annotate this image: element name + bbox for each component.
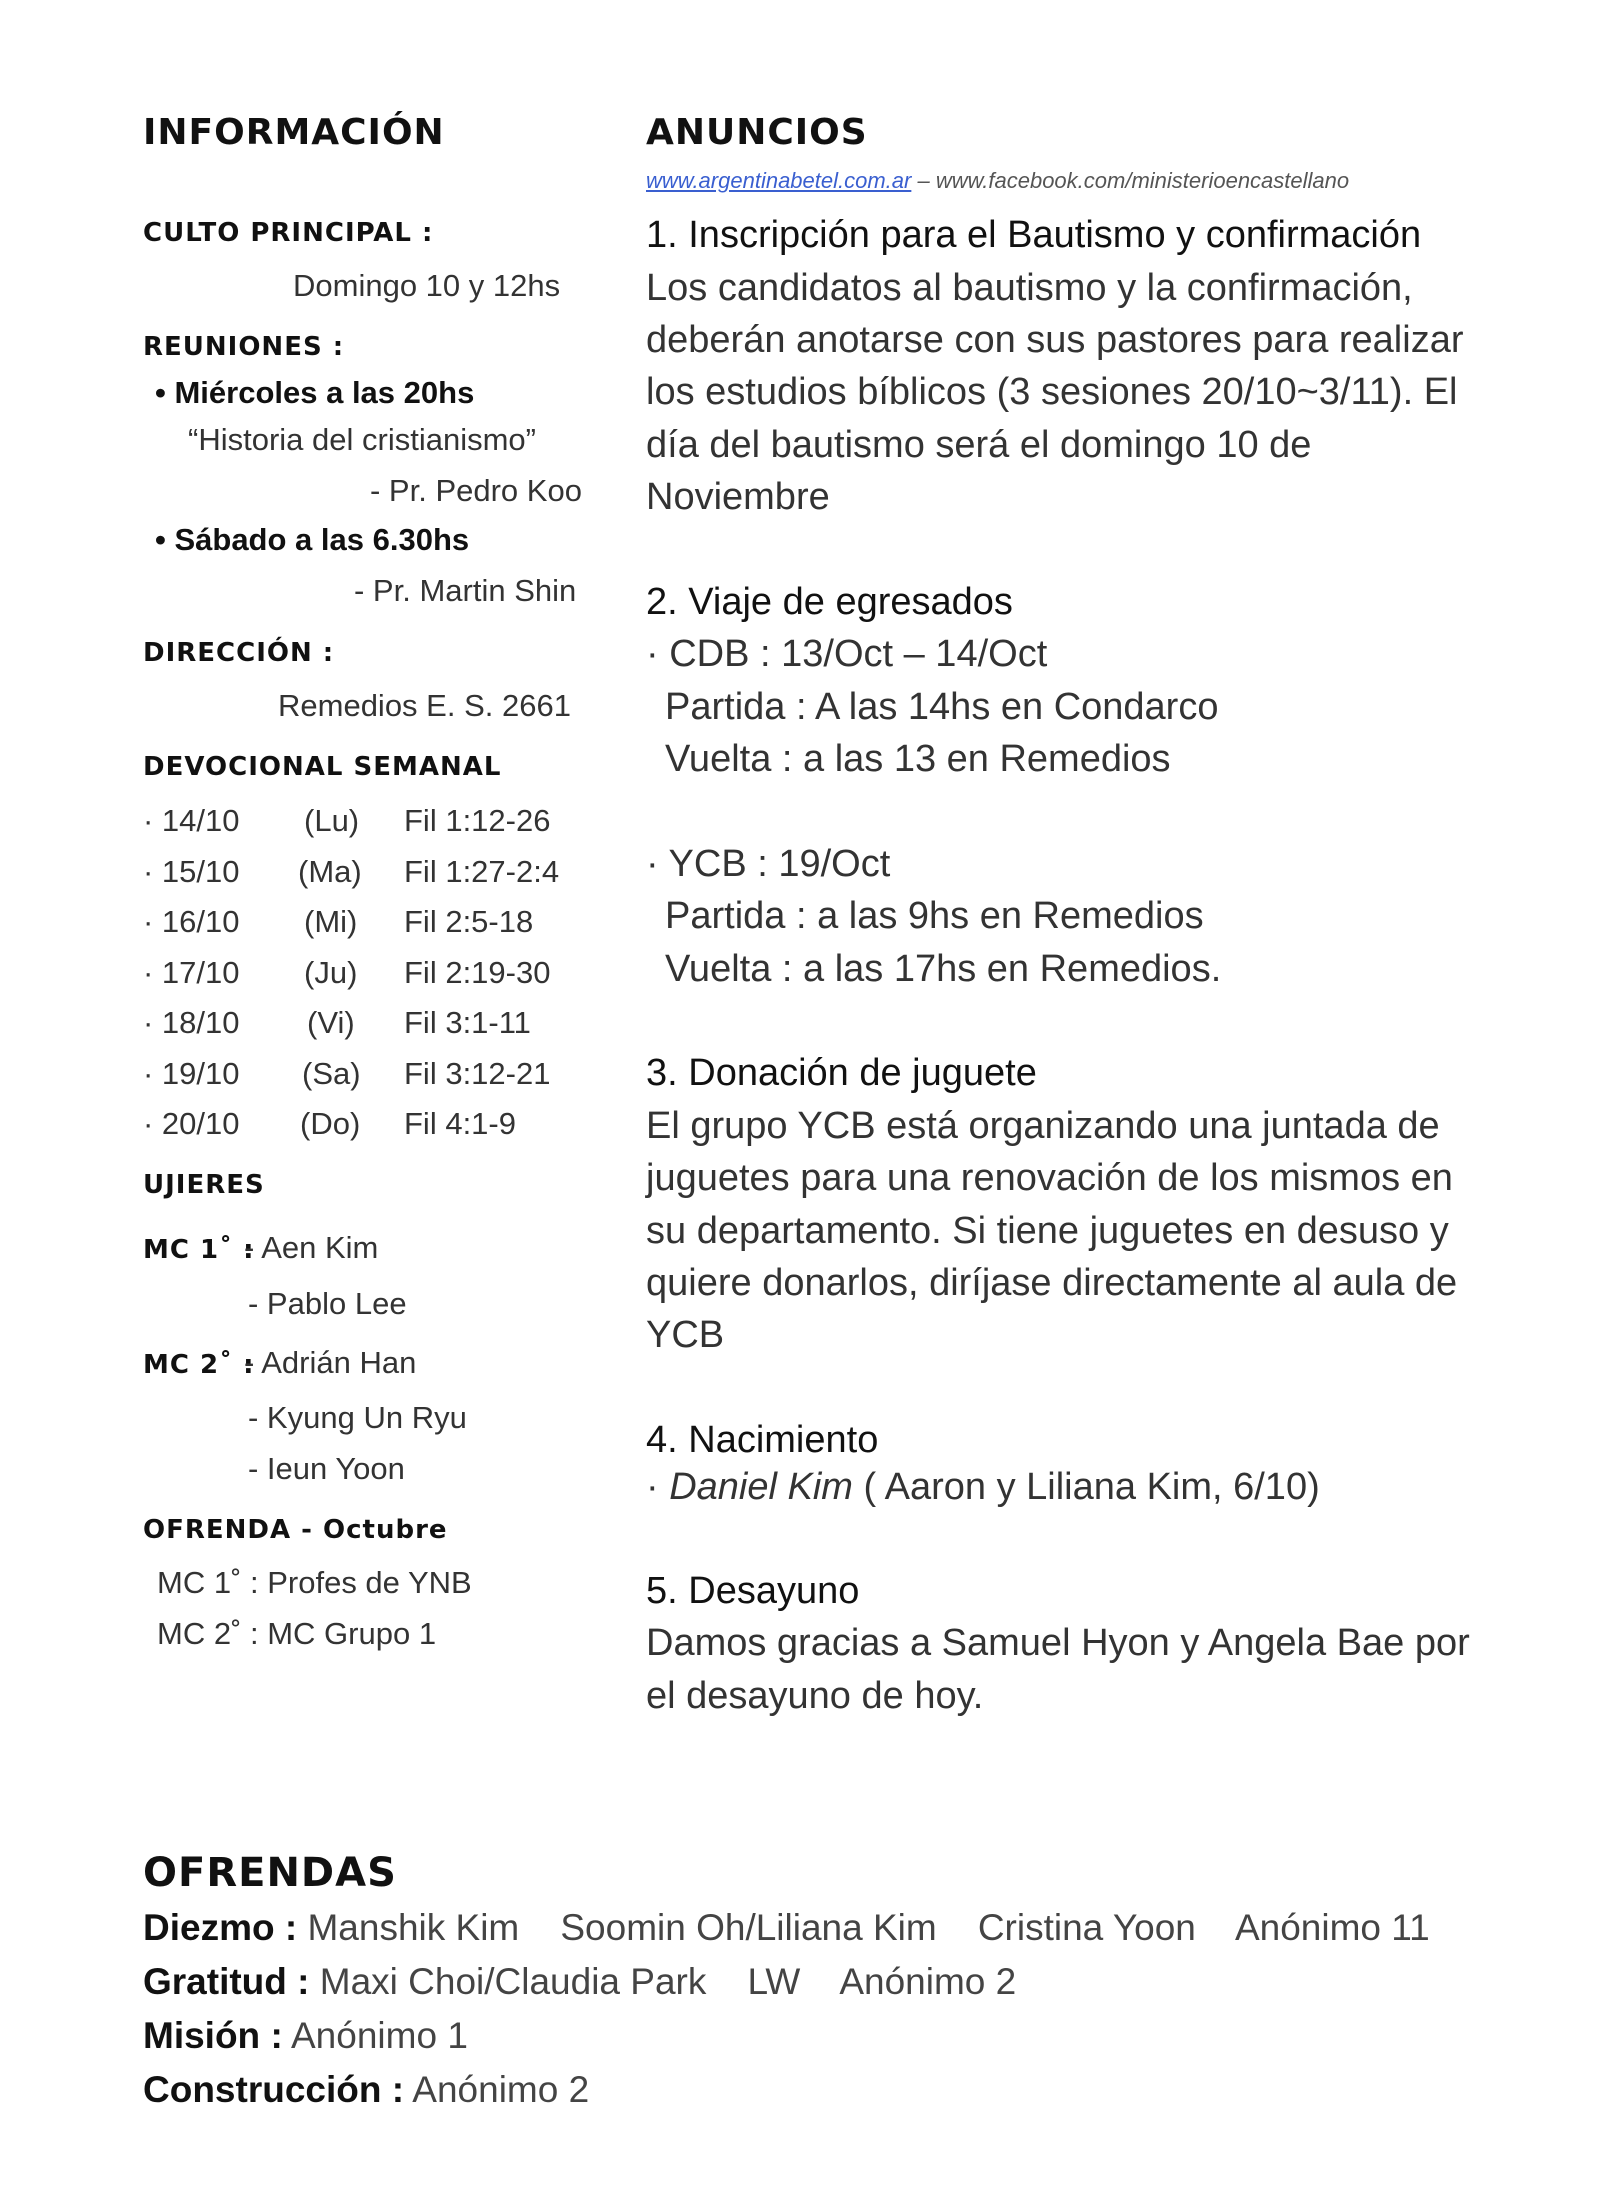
ujieres-mc2-label: MC 2˚ : [143,1350,255,1380]
ofrendas-row-value: Anónimo 1 [282,2015,468,2056]
ujier-name: - Aen Kim [244,1230,379,1265]
parents: ( Aaron y Liliana Kim, 6/10) [852,1466,1320,1508]
direccion-label: DIRECCIÓN : [143,638,335,668]
devocional-ref: Fil 1:12-26 [404,803,551,838]
reunion-sabado-pastor: - Pr. Martin Shin [354,573,577,608]
ofrendas-title: OFRENDAS [143,1850,397,1896]
anuncio-1-title: 1. Inscripción para el Bautismo y confirmación [646,214,1422,256]
culto-label: CULTO PRINCIPAL : [143,218,434,248]
ofrendas-row-value: Anónimo 2 [404,2069,590,2110]
anuncio-5-line: el desayuno de hoy. [646,1675,984,1717]
ofrendas-row-value: Manshik Kim Soomin Oh/Liliana Kim Cristina Yoon Anónimo 11 [297,1907,1430,1948]
devocional-date: · 15/10 [143,854,240,889]
devocional-ref: Fil 1:27-2:4 [404,854,560,889]
reunion-sabado: • Sábado a las 6.30hs [155,522,470,557]
ofrendas-row [143,1961,1016,2003]
ofrendas-row [143,2015,468,2057]
devocional-ref: Fil 3:1-11 [404,1005,531,1040]
info-title: INFORMACIÓN [143,112,445,153]
devocional-day: (Sa) [302,1056,361,1091]
reunion-miercoles-tema: “Historia del cristianismo” [188,422,536,457]
culto-value: Domingo 10 y 12hs [293,268,561,303]
anuncio-3-line: juguetes para una renovación de los mismos en [646,1157,1453,1199]
ofrendas-row-label: Diezmo : [143,1907,298,1948]
ofrendas-row-label: Construcción : [143,2069,405,2110]
ujier-name: - Adrián Han [244,1345,417,1380]
anuncio-1-line: los estudios bíblicos (3 sesiones 20/10~3/11). El [646,371,1458,413]
ofrendas-row [143,1907,1430,1949]
direccion-value: Remedios E. S. 2661 [278,688,571,723]
anuncio-1-line: deberán anotarse con sus pastores para realizar [646,319,1464,361]
anuncio-2-line: Partida : a las 9hs en Remedios [665,895,1204,937]
ofrendas-row-label: Gratitud : [143,1961,310,2002]
website-link[interactable]: www.argentinabetel.com.ar [646,168,912,193]
devocional-ref: Fil 3:12-21 [404,1056,551,1091]
anuncio-3-line: YCB [646,1314,725,1356]
anuncio-3-title: 3. Donación de juguete [646,1052,1037,1094]
devocional-date: · 19/10 [143,1056,240,1091]
ujieres-label: UJIERES [143,1170,265,1200]
devocional-date: · 18/10 [143,1005,240,1040]
anuncio-3-line: su departamento. Si tiene juguetes en desuso y [646,1210,1449,1252]
devocional-day: (Ma) [298,854,362,889]
devocional-day: (Lu) [304,803,360,838]
anuncio-2-line: Vuelta : a las 13 en Remedios [665,738,1171,780]
ofrenda-mes-line: MC 2˚ : MC Grupo 1 [157,1616,437,1651]
anuncio-2-line: · YCB : 19/Oct [646,843,891,885]
anuncio-2-title: 2. Viaje de egresados [646,581,1013,623]
devocional-day: (Vi) [307,1005,355,1040]
devocional-ref: Fil 2:19-30 [404,955,551,990]
anuncio-2-line: Partida : A las 14hs en Condarco [665,686,1219,728]
devocional-ref: Fil 4:1-9 [404,1106,516,1141]
ujieres-mc1-label: MC 1˚ : [143,1235,255,1265]
devocional-date: · 14/10 [143,803,240,838]
anuncio-5-title: 5. Desayuno [646,1570,860,1612]
anuncio-1-line: día del bautismo será el domingo 10 de [646,424,1312,466]
anuncio-1-line: Los candidatos al bautismo y la confirmación, [646,267,1413,309]
reuniones-label: REUNIONES : [143,332,345,362]
devocional-date: · 16/10 [143,904,240,939]
devocional-day: (Do) [300,1106,361,1141]
anuncio-4-title: 4. Nacimiento [646,1419,879,1461]
anuncios-title: ANUNCIOS [646,112,868,153]
reunion-miercoles: • Miércoles a las 20hs [155,375,475,410]
ofrenda-mes-label: OFRENDA - Octubre [143,1515,448,1545]
anuncio-2-line: · CDB : 13/Oct – 14/Oct [646,633,1048,675]
bullet: · [646,1466,670,1508]
devocional-ref: Fil 2:5-18 [404,904,534,939]
ofrendas-row-value: Maxi Choi/Claudia Park LW Anónimo 2 [309,1961,1017,2002]
anuncio-3-line: quiere donarlos, diríjase directamente al aula de [646,1262,1458,1304]
ofrenda-mes-line: MC 1˚ : Profes de YNB [157,1565,472,1600]
devocional-date: · 20/10 [143,1106,240,1141]
ofrendas-row [143,2069,589,2111]
devocional-day: (Mi) [304,904,358,939]
links-line [646,168,1349,194]
anuncio-1-line: Noviembre [646,476,830,518]
anuncio-3-line: El grupo YCB está organizando una juntada de [646,1105,1440,1147]
baby-name: Daniel Kim [669,1466,853,1508]
anuncio-5-line: Damos gracias a Samuel Hyon y Angela Bae por [646,1622,1470,1664]
anuncio-2-line: Vuelta : a las 17hs en Remedios. [665,948,1222,990]
ujier-name: - Ieun Yoon [248,1451,405,1486]
ujier-name: - Pablo Lee [248,1286,407,1321]
reunion-miercoles-pastor: - Pr. Pedro Koo [370,473,582,508]
facebook-link: – www.facebook.com/ministerioencastellano [911,168,1350,193]
devocional-label: DEVOCIONAL SEMANAL [143,752,502,782]
anuncio-4-line [646,1466,1320,1509]
devocional-day: (Ju) [304,955,358,990]
ofrendas-row-label: Misión : [143,2015,283,2056]
devocional-date: · 17/10 [143,955,240,990]
ujier-name: - Kyung Un Ryu [248,1400,467,1435]
